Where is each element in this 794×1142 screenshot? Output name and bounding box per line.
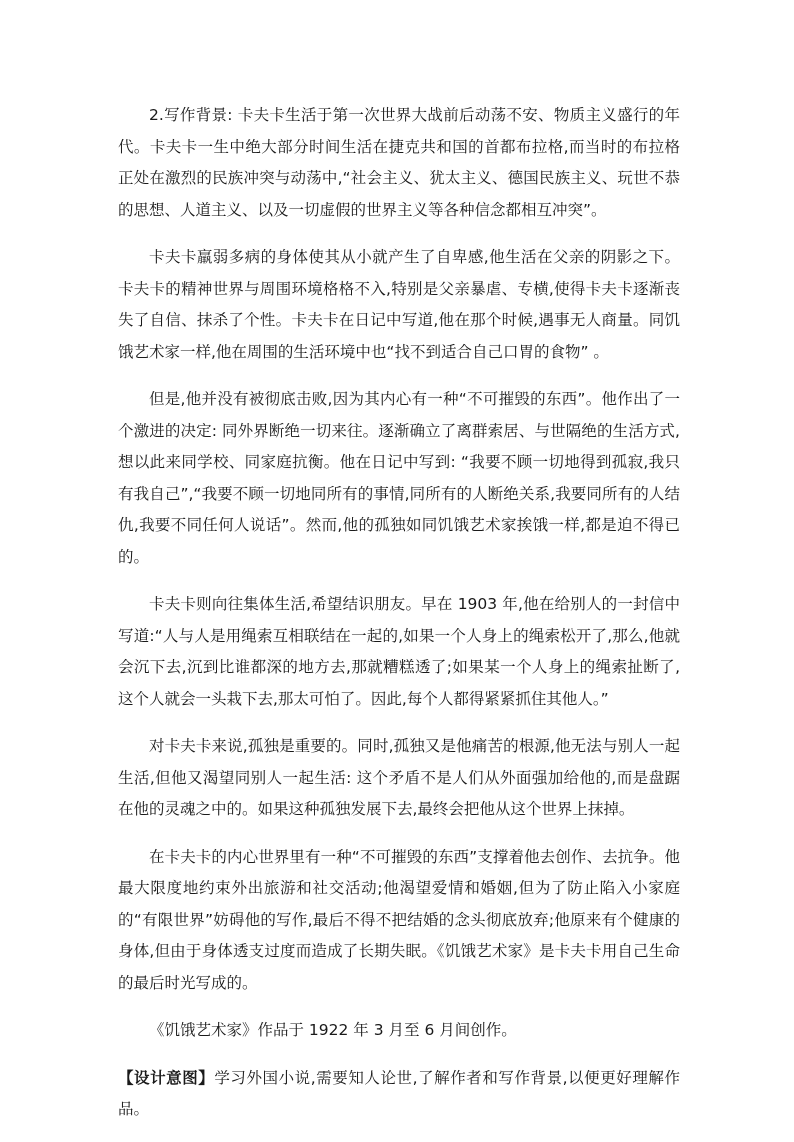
paragraph-kafka-letter: 卡夫卡则向往集体生活,希望结识朋友。早在 1903 年,他在给别人的一封信中写道:“人与人是用绳索互相联结在一起的,如果一个人身上的绳索松开了,那么,他就会沉下去,沉到比谁都深的地方去,那就糟糕透了;如果某一个人身上的绳索扯断了,这个人就会一头栽下去,那太可怕了。因此,每个人都得紧紧抓住其他人。” bbox=[118, 595, 680, 708]
document-body bbox=[118, 100, 680, 1142]
design-intent-paragraph bbox=[118, 1063, 680, 1126]
paragraph-kafka-decision: 但是,他并没有被彻底击败,因为其内心有一种“不可摧毁的东西”。他作出了一个激进的决定: 同外界断绝一切来往。逐渐确立了离群索居、与世隔绝的生活方式,想以此来同学校、同家庭抗衡。他在日记中写到: “我要不顾一切地得到孤寂,我只有我自己”,“我要不顾一切地同所有的事情,同所有的人断绝关系,我要同所有的人结仇,我要不同任何人说话”。然而,他的孤独如同饥饿艺术家挨饿一样,都是迫不得已的。 bbox=[118, 390, 680, 566]
design-intent-text: 学习外国小说,需要知人论世,了解作者和写作背景,以便更好理解作品。 bbox=[118, 1068, 680, 1118]
paragraph-kafka-inner-world: 在卡夫卡的内心世界里有一种“不可摧毁的东西”支撑着他去创作、去抗争。他最大限度地约束外出旅游和社交活动;他渴望爱情和婚姻,但为了防止陷入小家庭的“有限世界”妨碍他的写作,最后不得不把结婚的念头彻底放弃;他原来有个健康的身体,但由于身体透支过度而造成了长期失眠。《饥饿艺术家》是卡夫卡用自己生命的最后时光写成的。 bbox=[118, 847, 680, 992]
design-intent-label: 【设计意图】 bbox=[118, 1068, 215, 1087]
paragraph-kafka-childhood: 卡夫卡羸弱多病的身体使其从小就产生了自卑感,他生活在父亲的阴影之下。卡夫卡的精神世界与周围环境格格不入,特别是父亲暴虐、专横,使得卡夫卡逐渐丧失了自信、抹杀了个性。卡夫卡在日记中写道,他在那个时候,遇事无人商量。同饥饿艺术家一样,他在周围的生活环境中也“找不到适合自己口胃的食物” 。 bbox=[118, 248, 680, 361]
paragraph-kafka-loneliness: 对卡夫卡来说,孤独是重要的。同时,孤独又是他痛苦的根源,他无法与别人一起生活,但他又渴望同别人一起生活: 这个矛盾不是人们从外面强加给他的,而是盘踞在他的灵魂之中的。如果这种孤独发展下去,最终会把他从这个世界上抹掉。 bbox=[118, 737, 680, 818]
paragraph-creation-date: 《饥饿艺术家》作品于 1922 年 3 月至 6 月间创作。 bbox=[149, 1021, 517, 1039]
paragraph-writing-background: 2.写作背景: 卡夫卡生活于第一次世界大战前后动荡不安、物质主义盛行的年代。卡夫卡一生中绝大部分时间生活在捷克共和国的首都布拉格,而当时的布拉格正处在激烈的民族冲突与动荡中,“社会主义、犹太主义、德国民族主义、玩世不恭的思想、人道主义、以及一切虚假的世界主义等各种信念都相互冲突”。 bbox=[118, 106, 680, 219]
